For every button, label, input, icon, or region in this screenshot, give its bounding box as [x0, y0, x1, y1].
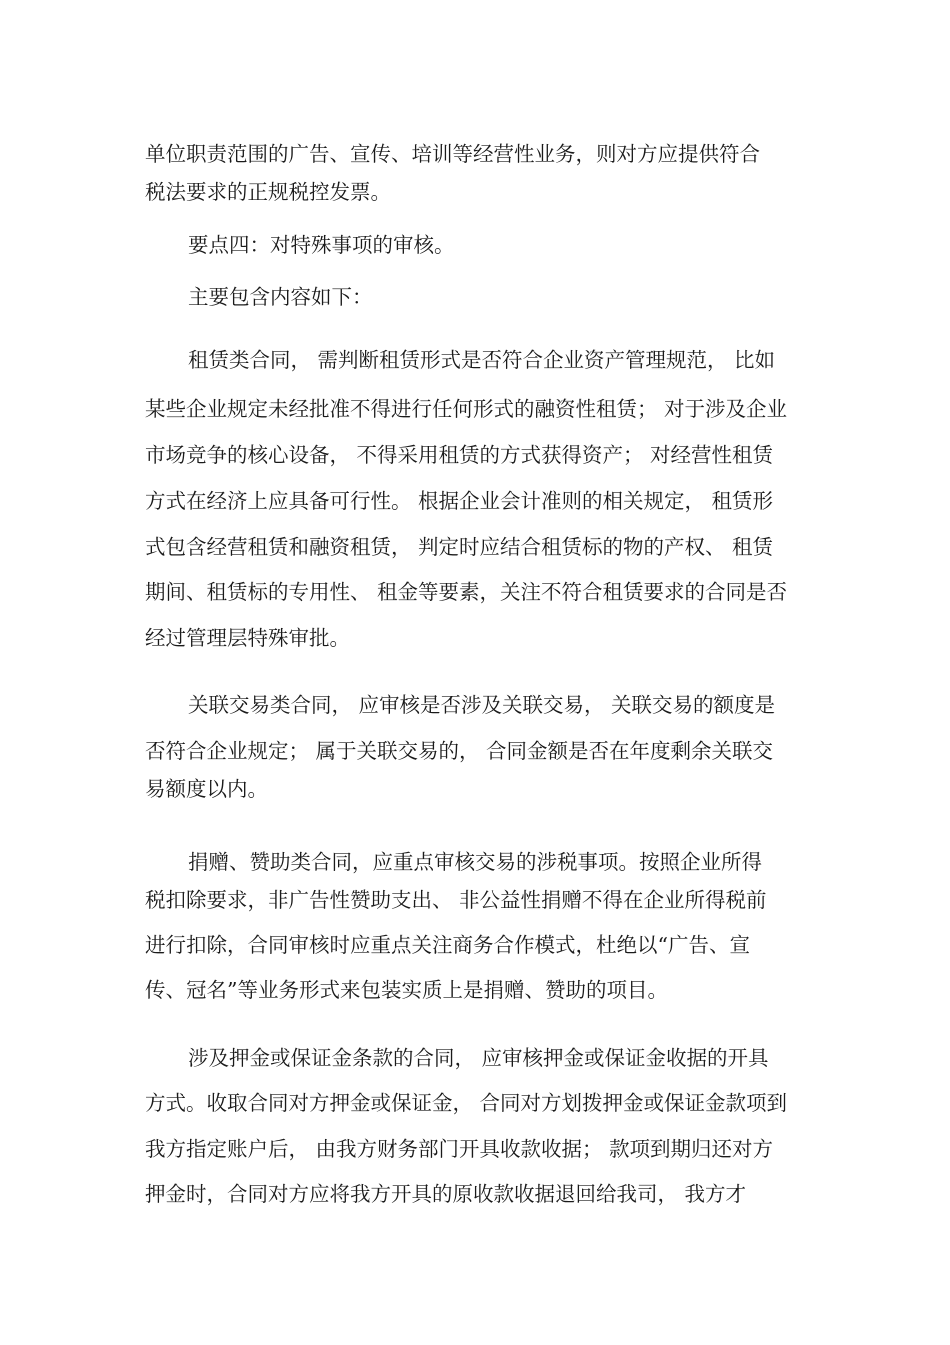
- text-line: 单位职责范围的广告、宣传、培训等经营性业务，则对方应提供符合: [145, 142, 760, 166]
- text-line: 式包含经营租赁和融资租赁， 判定时应结合租赁标的物的产权、 租赁: [145, 535, 774, 559]
- text-line: 否符合企业规定； 属于关联交易的， 合同金额是否在年度剩余关联交: [145, 739, 774, 763]
- text-line: 我方指定账户后， 由我方财务部门开具收款收据； 款项到期归还对方: [145, 1137, 774, 1161]
- text-line: 租赁类合同， 需判断租赁形式是否符合企业资产管理规范， 比如: [188, 348, 776, 372]
- text-line: 涉及押金或保证金条款的合同， 应审核押金或保证金收据的开具: [188, 1046, 769, 1070]
- text-line: 方式。收取合同对方押金或保证金， 合同对方划拨押金或保证金款项到: [145, 1091, 788, 1115]
- text-line: 税扣除要求，非广告性赞助支出、 非公益性捐赠不得在企业所得税前: [145, 888, 767, 912]
- text-line: 经过管理层特殊审批。: [145, 626, 350, 650]
- text-line: 税法要求的正规税控发票。: [145, 180, 391, 204]
- text-line: 方式在经济上应具备可行性。 根据企业会计准则的相关规定， 租赁形: [145, 489, 774, 513]
- text-line: 主要包含内容如下：: [188, 285, 373, 309]
- text-line: 某些企业规定未经批准不得进行任何形式的融资性租赁； 对于涉及企业: [145, 397, 788, 421]
- text-line: 易额度以内。: [145, 777, 268, 801]
- text-line: 传、冠名”等业务形式来包装实质上是捐赠、赞助的项目。: [145, 978, 668, 1002]
- section-heading: 要点四：对特殊事项的审核。: [188, 233, 455, 257]
- text-line: 押金时，合同对方应将我方开具的原收款收据退回给我司， 我方才: [145, 1182, 747, 1206]
- text-line: 进行扣除，合同审核时应重点关注商务合作模式，杜绝以“广告、宣: [145, 933, 750, 957]
- text-line: 期间、租赁标的专用性、 租金等要素，关注不符合租赁要求的合同是否: [145, 580, 788, 604]
- text-line: 关联交易类合同， 应审核是否涉及关联交易， 关联交易的额度是: [188, 693, 776, 717]
- text-line: 市场竞争的核心设备， 不得采用租赁的方式获得资产； 对经营性租赁: [145, 443, 774, 467]
- text-line: 捐赠、赞助类合同，应重点审核交易的涉税事项。按照企业所得: [188, 850, 762, 874]
